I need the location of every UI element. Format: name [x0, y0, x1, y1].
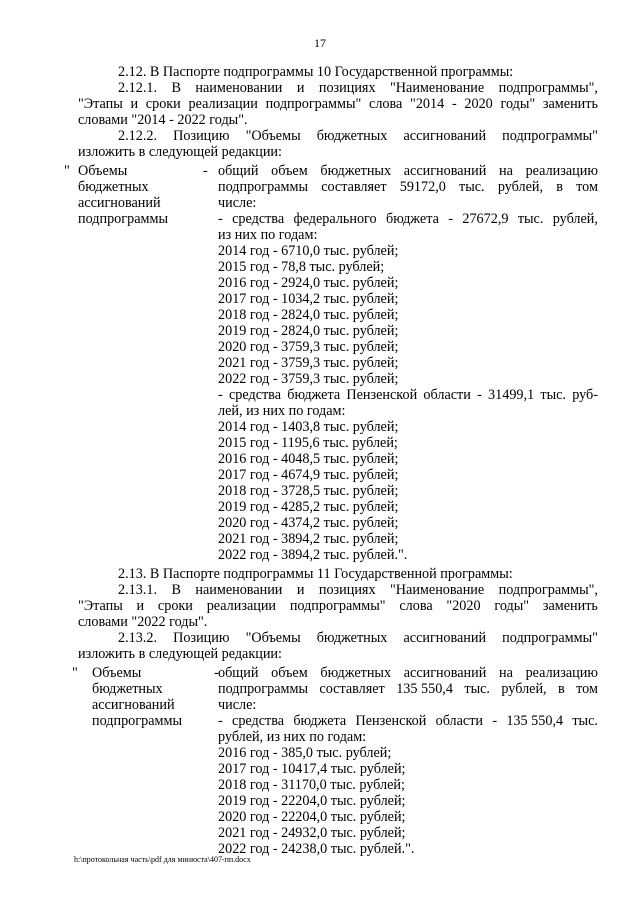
word: Пензенской: [355, 713, 427, 729]
value-line: 2021 год - 3759,3 тыс. рублей;: [218, 355, 399, 371]
value-line: 2017 год - 10417,4 тыс. рублей;: [218, 761, 406, 777]
word: слова: [399, 598, 433, 614]
word: "Этапы: [78, 96, 123, 112]
word: годы": [494, 598, 530, 614]
word: ассигнований: [403, 128, 487, 144]
word: общий: [218, 163, 259, 179]
value-line: 2018 год - 31170,0 тыс. рублей;: [218, 777, 405, 793]
word: реализацию: [525, 163, 598, 179]
word: "2020: [446, 598, 481, 614]
value-line: 2016 год - 4048,5 тыс. рублей;: [218, 451, 399, 467]
word: В: [171, 582, 181, 598]
value-line: 2020 год - 22204,0 тыс. рублей;: [218, 809, 406, 825]
value-line: из них по годам:: [218, 227, 318, 243]
value-line: [218, 681, 598, 697]
value-line: 2015 год - 78,8 тыс. рублей;: [218, 259, 385, 275]
word: бюджетных: [316, 630, 388, 646]
value-line: 2016 год - 2924,0 тыс. рублей;: [218, 275, 399, 291]
value-line: 2016 год - 385,0 тыс. рублей;: [218, 745, 392, 761]
position-label-line: Объемы: [78, 163, 128, 179]
word: общий: [218, 665, 259, 681]
word: области: [423, 387, 471, 403]
word: том: [576, 179, 598, 195]
word: средства: [232, 211, 285, 227]
word: тыс.: [517, 211, 544, 227]
word: Пензенской: [346, 387, 418, 403]
word: сроки: [157, 598, 193, 614]
word: подпрограммы: [218, 179, 308, 195]
word: "2014: [410, 96, 445, 112]
position-label-line: Объемы: [92, 665, 142, 681]
word: 2020: [464, 96, 493, 112]
word: подпрограммы": [265, 96, 362, 112]
paragraph-line: [78, 96, 598, 112]
value-line: 2019 год - 4285,2 тыс. рублей;: [218, 499, 399, 515]
word: ассигнований: [403, 163, 487, 179]
word: руб-: [572, 387, 598, 403]
word: ассигнований: [403, 665, 487, 681]
value-line: 2020 год - 3759,3 тыс. рублей;: [218, 339, 399, 355]
word: в: [558, 681, 565, 697]
word: 31499,1: [488, 387, 535, 403]
value-line: 2022 год - 3759,3 тыс. рублей;: [218, 371, 399, 387]
word: -: [477, 387, 482, 403]
value-line: [218, 211, 598, 227]
section-heading: 2.12. В Паспорте подпрограммы 10 Государственной программы:: [118, 64, 514, 80]
word: и: [296, 582, 305, 598]
word: тыс.: [572, 713, 598, 729]
word: рублей,: [501, 681, 547, 697]
word: тыс.: [540, 387, 566, 403]
word: бюджета: [287, 387, 341, 403]
word: тыс.: [464, 681, 490, 697]
word: средства: [232, 713, 285, 729]
value-line: 2018 год - 2824,0 тыс. рублей;: [218, 307, 399, 323]
paragraph-line: [118, 582, 598, 598]
word: федерального: [293, 211, 377, 227]
word: подпрограммы": [289, 598, 386, 614]
word: 2.13.2.: [118, 630, 158, 646]
paragraph-line: [118, 128, 598, 144]
word: бюджетных: [316, 128, 388, 144]
word: бюджетных: [320, 163, 392, 179]
position-label-line: подпрограммы: [92, 713, 182, 729]
section-heading: 2.13. В Паспорте подпрограммы 11 Государственной программы:: [118, 566, 513, 582]
position-label-line: бюджетных: [78, 179, 149, 195]
word: 135 550,4: [396, 681, 453, 697]
word: подпрограммы",: [498, 582, 598, 598]
word: Позицию: [173, 630, 230, 646]
word: на: [499, 665, 513, 681]
word: подпрограммы": [502, 630, 598, 646]
word: 59172,0: [399, 179, 446, 195]
word: слова: [369, 96, 403, 112]
value-line: 2022 год - 24238,0 тыс. рублей.".: [218, 841, 415, 857]
word: "Объемы: [245, 630, 301, 646]
value-line: 2015 год - 1195,6 тыс. рублей;: [218, 435, 398, 451]
word: рублей,: [552, 211, 598, 227]
paragraph-line: изложить в следующей редакции:: [78, 144, 282, 160]
paragraph-line: словами "2014 - 2022 годы".: [78, 112, 248, 128]
word: 27672,9: [462, 211, 509, 227]
word: 135 550,4: [506, 713, 564, 729]
value-line: [218, 713, 598, 729]
word: области: [435, 713, 484, 729]
quote-mark: ": [72, 665, 78, 681]
word: годы": [500, 96, 536, 112]
word: реализации: [188, 96, 258, 112]
value-line: [218, 163, 598, 179]
value-line: 2019 год - 22204,0 тыс. рублей;: [218, 793, 406, 809]
value-line: рублей, из них по годам:: [218, 729, 367, 745]
word: подпрограммы: [218, 681, 308, 697]
paragraph-line: [118, 630, 598, 646]
word: наименовании: [195, 80, 283, 96]
value-line: 2014 год - 6710,0 тыс. рублей;: [218, 243, 399, 259]
word: тыс.: [459, 179, 485, 195]
word: наименовании: [195, 582, 283, 598]
word: составляет: [319, 681, 385, 697]
word: бюджетных: [320, 665, 392, 681]
paragraph-line: словами "2022 годы".: [78, 614, 208, 630]
word: позициях: [318, 80, 376, 96]
value-line: 2017 год - 1034,2 тыс. рублей;: [218, 291, 399, 307]
value-line: числе:: [218, 195, 257, 211]
word: "Наименование: [390, 582, 485, 598]
position-label-line: бюджетных: [92, 681, 163, 697]
position-label-line: подпрограммы: [78, 211, 168, 227]
dash: -: [214, 665, 219, 681]
word: Позицию: [173, 128, 230, 144]
value-line: лей, из них по годам:: [218, 403, 346, 419]
footer-file-path: h:\протокольная часть\pdf для минюста\407-пп.docx: [74, 855, 251, 864]
word: -: [451, 96, 457, 112]
value-line: 2018 год - 3728,5 тыс. рублей;: [218, 483, 399, 499]
word: 2.13.1.: [118, 582, 158, 598]
value-line: 2022 год - 3894,2 тыс. рублей.".: [218, 547, 408, 563]
value-line: [218, 665, 598, 681]
word: -: [218, 211, 223, 227]
word: -: [218, 713, 223, 729]
word: бюджета: [385, 211, 439, 227]
value-line: 2021 год - 24932,0 тыс. рублей;: [218, 825, 406, 841]
paragraph-line: [78, 598, 598, 614]
word: рублей,: [497, 179, 544, 195]
word: реализацию: [525, 665, 598, 681]
value-line: 2021 год - 3894,2 тыс. рублей;: [218, 531, 399, 547]
word: -: [492, 713, 498, 729]
value-line: [218, 179, 598, 195]
word: и: [136, 598, 145, 614]
word: ассигнований: [403, 630, 487, 646]
paragraph-line: [118, 80, 598, 96]
value-line: 2020 год - 4374,2 тыс. рублей;: [218, 515, 399, 531]
word: средства: [228, 387, 281, 403]
word: "Этапы: [78, 598, 123, 614]
value-line: 2019 год - 2824,0 тыс. рублей;: [218, 323, 399, 339]
value-line: 2014 год - 1403,8 тыс. рублей;: [218, 419, 399, 435]
value-line: [218, 387, 598, 403]
word: В: [171, 80, 181, 96]
paragraph-line: изложить в следующей редакции:: [78, 646, 282, 662]
word: объем: [271, 665, 308, 681]
word: в: [556, 179, 563, 195]
word: реализации: [206, 598, 277, 614]
position-label-line: ассигнований: [78, 195, 161, 211]
dash: -: [203, 163, 208, 179]
word: -: [218, 387, 223, 403]
word: заменить: [542, 96, 598, 112]
word: бюджета: [293, 713, 347, 729]
value-line: числе:: [218, 697, 257, 713]
quote-mark: ": [64, 163, 70, 179]
word: на: [499, 163, 513, 179]
word: и: [296, 80, 305, 96]
value-line: 2017 год - 4674,9 тыс. рублей;: [218, 467, 399, 483]
word: том: [576, 681, 598, 697]
word: заменить: [542, 598, 598, 614]
word: 2.12.2.: [118, 128, 158, 144]
word: "Наименование: [390, 80, 485, 96]
word: подпрограммы": [502, 128, 598, 144]
position-label-line: ассигнований: [92, 697, 175, 713]
page-number: 17: [314, 36, 326, 50]
word: объем: [271, 163, 308, 179]
word: позициях: [318, 582, 376, 598]
word: 2.12.1.: [118, 80, 158, 96]
word: -: [448, 211, 453, 227]
word: составляет: [321, 179, 387, 195]
word: сроки: [145, 96, 181, 112]
word: подпрограммы",: [498, 80, 598, 96]
word: "Объемы: [245, 128, 301, 144]
word: и: [130, 96, 139, 112]
